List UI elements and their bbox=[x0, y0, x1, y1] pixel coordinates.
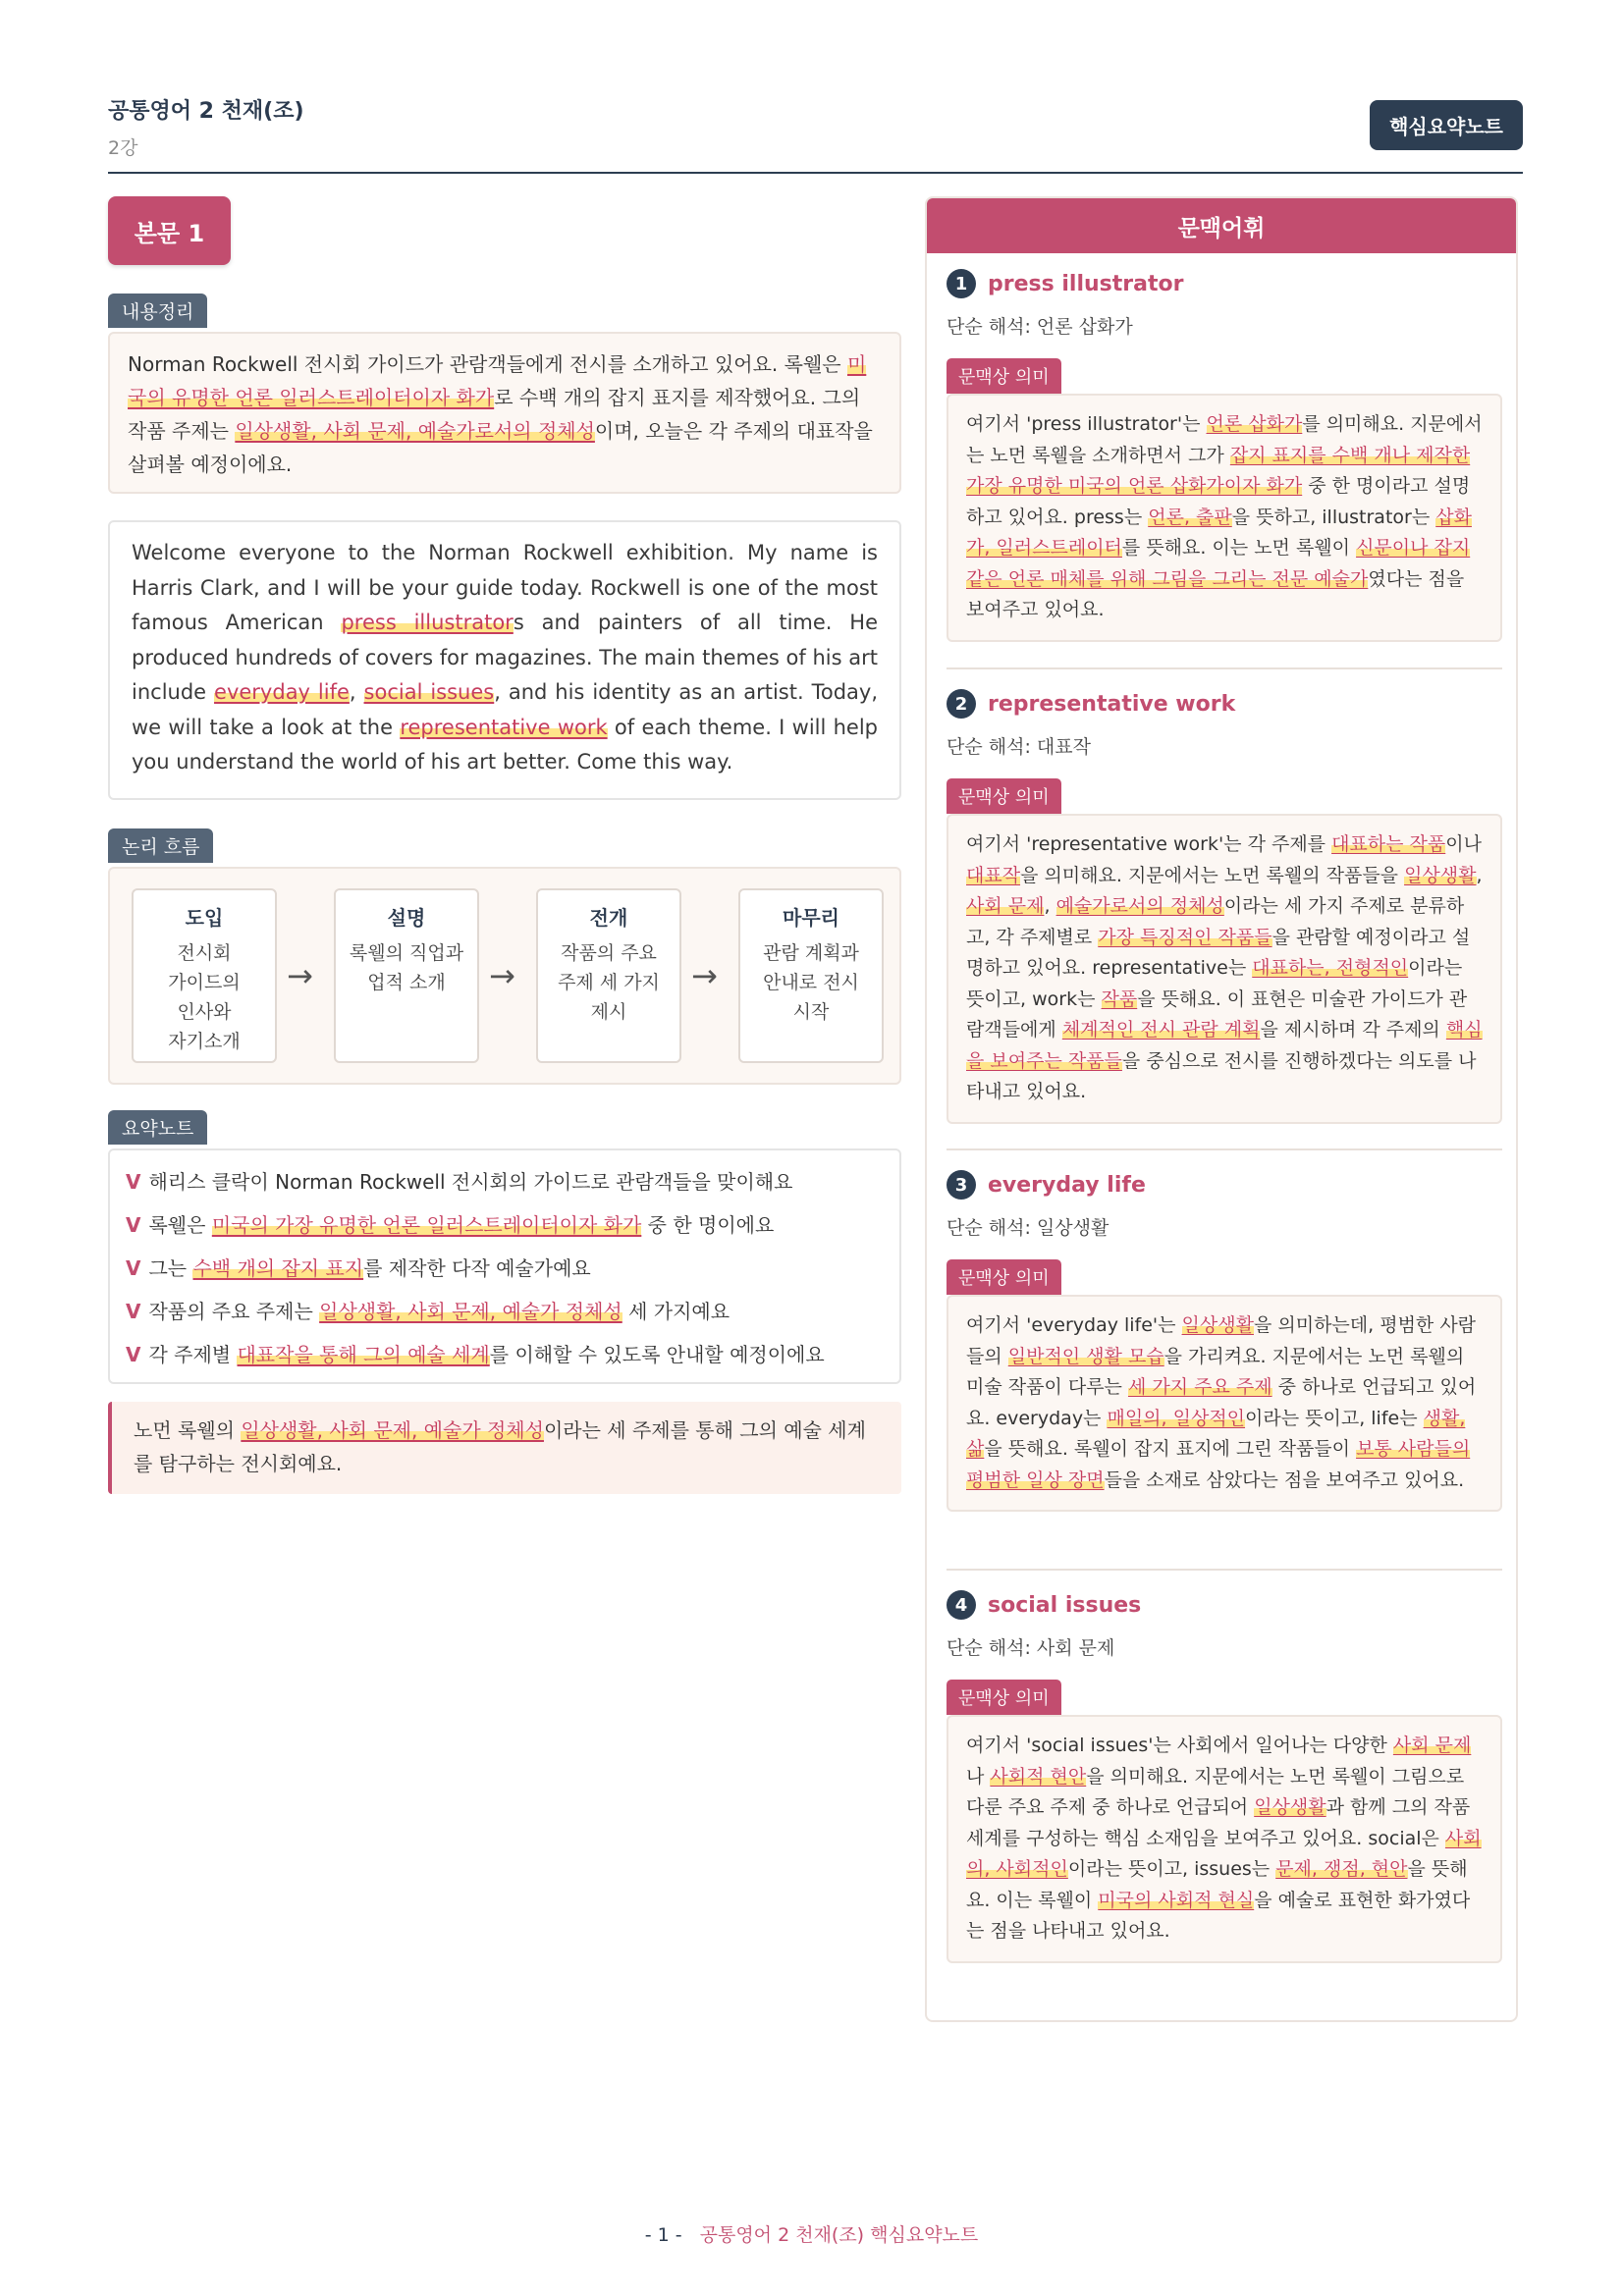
page-footer bbox=[0, 2220, 1623, 2247]
highlighted-phrase: 언론, 출판 bbox=[1148, 506, 1232, 528]
simple-value: 일상생활 bbox=[1036, 1217, 1109, 1239]
text-segment: 을 예술로 표현한 화가였다는 점을 나타내고 있어요. bbox=[966, 1889, 1471, 1942]
highlighted-phrase: 대표하는 작품 bbox=[1331, 833, 1446, 855]
text-segment: 을 뜻해요. 록웰이 잡지 표지에 그린 작품들이 bbox=[984, 1438, 1357, 1460]
highlighted-phrase: 미국의 유명한 언론 일러스트레이터이자 화가 bbox=[128, 352, 867, 409]
context-meaning-box bbox=[947, 1295, 1502, 1512]
flow-step-body: 전시회 가이드의 인사와 자기소개 bbox=[168, 942, 241, 1052]
text-segment: 을 뜻해요. 이는 록웰이 bbox=[966, 1858, 1468, 1911]
text-segment: 를 뜻해요. 이는 노먼 록웰이 bbox=[1121, 537, 1357, 559]
highlighted-phrase: 일상생활 bbox=[1404, 864, 1477, 886]
highlighted-phrase: 작품 bbox=[1101, 988, 1138, 1010]
highlighted-phrase: 문제, 쟁점, 현안 bbox=[1275, 1858, 1408, 1880]
text-segment: 이나 bbox=[1445, 833, 1482, 855]
note-item bbox=[126, 1333, 884, 1376]
text-segment: 나 bbox=[966, 1765, 991, 1788]
vocab-entry bbox=[947, 269, 1502, 642]
flow-step-title: 마무리 bbox=[783, 906, 839, 930]
context-meaning-tag: 문맥상 의미 bbox=[947, 778, 1061, 814]
text-segment: 여기서 'press illustrator'는 bbox=[966, 413, 1207, 435]
text-segment: 였다는 점을 보여주고 있어요. bbox=[966, 567, 1465, 620]
flow-step-conclusion bbox=[738, 888, 884, 1063]
vocab-entry bbox=[947, 1590, 1502, 1963]
simple-value: 사회 문제 bbox=[1036, 1637, 1115, 1659]
check-mark-icon: V bbox=[126, 1213, 141, 1237]
highlighted-phrase: everyday life bbox=[214, 680, 350, 704]
vocabulary-header: 문맥어휘 bbox=[927, 198, 1516, 253]
text-segment: 과 함께 그의 작품 세계를 구성하는 핵심 소재임을 보여주고 있어요. social은 bbox=[966, 1796, 1471, 1849]
flow-step-develop bbox=[536, 888, 681, 1063]
context-meaning-tag: 문맥상 의미 bbox=[947, 1259, 1061, 1295]
simple-translation bbox=[947, 1213, 1502, 1240]
flow-step-body: 관람 계획과 안내로 전시 시작 bbox=[763, 942, 859, 1023]
entry-divider bbox=[947, 1148, 1502, 1150]
text-segment: 작품의 주요 주제는 bbox=[148, 1300, 320, 1323]
text-segment: 을 뜻해요. 이 표현은 미술관 가이드가 관람객들에게 bbox=[966, 988, 1468, 1041]
summary-note-badge: 핵심요약노트 bbox=[1370, 100, 1523, 150]
simple-label: 단순 해석: bbox=[947, 316, 1031, 338]
highlighted-phrase: 예술가로서의 정체성 bbox=[1055, 895, 1224, 917]
footer-title: 공통영어 2 천재(조) 핵심요약노트 bbox=[699, 2224, 979, 2246]
text-segment: 이라는 뜻이고, issues는 bbox=[1067, 1858, 1276, 1880]
text-segment: of each theme. I will help you understand the world of his art better. Come this way. bbox=[132, 715, 879, 774]
text-segment: Norman Rockwell 전시회 가이드가 관람객들에게 전시를 소개하고 있어요. 록웰은 bbox=[128, 352, 847, 376]
text-segment: 이라는 세 주제를 통해 그의 예술 세계를 탐구하는 전시회예요. bbox=[134, 1418, 866, 1475]
page-number: - 1 - bbox=[644, 2224, 682, 2246]
highlighted-phrase: 사회 문제 bbox=[1392, 1735, 1472, 1756]
note-item bbox=[126, 1290, 884, 1333]
vocab-term-text: press illustrator bbox=[988, 271, 1184, 296]
passage-text bbox=[108, 520, 901, 800]
text-segment: 록웰은 bbox=[148, 1213, 212, 1237]
vocab-entry bbox=[947, 1170, 1502, 1512]
highlighted-phrase: 일상생활, 사회 문제, 예술가 정체성 bbox=[241, 1418, 544, 1442]
text-segment: 을 제시하며 각 주제의 bbox=[1260, 1019, 1446, 1041]
content-summary-tag: 내용정리 bbox=[108, 294, 207, 328]
highlighted-phrase: 체계적인 전시 관람 계획 bbox=[1061, 1019, 1261, 1041]
text-segment: 노먼 록웰의 bbox=[134, 1418, 242, 1442]
text-segment: 를 제작한 다작 예술가예요 bbox=[363, 1256, 591, 1280]
highlighted-phrase: 일반적인 생활 모습 bbox=[1007, 1345, 1164, 1367]
highlighted-phrase: 삽화가, 일러스트레이터 bbox=[966, 506, 1472, 559]
content-summary-box bbox=[108, 332, 901, 494]
entry-divider bbox=[947, 1569, 1502, 1571]
highlighted-phrase: 대표작을 통해 그의 예술 세계 bbox=[237, 1343, 490, 1366]
text-segment: 해리스 클락이 Norman Rockwell 전시회의 가이드로 관람객들을 맞이해요 bbox=[148, 1170, 793, 1194]
text-segment: 각 주제별 bbox=[148, 1343, 238, 1366]
context-meaning-tag: 문맥상 의미 bbox=[947, 358, 1061, 394]
text-segment: 이라는 뜻이고, life는 bbox=[1245, 1407, 1424, 1429]
entry-divider bbox=[947, 667, 1502, 669]
summary-notes-box bbox=[108, 1148, 901, 1384]
check-mark-icon: V bbox=[126, 1300, 141, 1323]
logic-flow-box bbox=[108, 867, 901, 1085]
passage-label: 본문 1 bbox=[108, 196, 231, 265]
text-segment: 을 의미해요. 지문에서는 노먼 록웰이 그림으로 다룬 주요 주제 중 하나로 언급되어 bbox=[966, 1765, 1465, 1818]
vocab-term bbox=[947, 269, 1502, 298]
arrow-right-icon: → bbox=[287, 957, 313, 994]
text-segment: 을 의미해요. 지문에서는 노먼 록웰의 작품들을 bbox=[1020, 864, 1405, 886]
context-vocabulary-panel bbox=[925, 196, 1518, 2022]
text-segment: 를 의미해요. 지문에서는 노먼 록웰을 소개하면서 그가 bbox=[966, 413, 1483, 466]
text-segment: 세 가지예요 bbox=[622, 1300, 730, 1323]
text-segment: 중 하나로 언급되고 있어요. everyday는 bbox=[966, 1376, 1477, 1429]
text-segment: , bbox=[1476, 864, 1483, 886]
highlighted-phrase: 매일의, 일상적인 bbox=[1107, 1407, 1246, 1429]
number-badge: 4 bbox=[947, 1590, 976, 1620]
text-segment: 여기서 'social issues'는 사회에서 일어나는 다양한 bbox=[966, 1735, 1393, 1756]
highlighted-phrase: 일상생활 bbox=[1181, 1314, 1254, 1336]
highlighted-phrase: social issues bbox=[363, 680, 495, 704]
vocab-entry bbox=[947, 689, 1502, 1124]
simple-value: 언론 삽화가 bbox=[1036, 316, 1133, 338]
highlighted-phrase: 일상생활, 사회 문제, 예술가로서의 정체성 bbox=[235, 419, 595, 443]
text-segment: Welcome everyone to the Norman Rockwell exhibition. My name is Harris Clark, and I will be your guide today. Rockwell is one of the most famous American bbox=[132, 541, 878, 634]
text-segment: 이라는 세 가지 주제로 분류하고, 각 주제별로 bbox=[966, 895, 1465, 948]
vocab-term-text: everyday life bbox=[988, 1172, 1146, 1198]
vocab-term bbox=[947, 689, 1502, 719]
note-item bbox=[126, 1160, 884, 1203]
vocab-term bbox=[947, 1170, 1502, 1200]
flow-step-body: 작품의 주요 주제 세 가지 제시 bbox=[558, 942, 660, 1023]
note-item bbox=[126, 1203, 884, 1247]
highlighted-phrase: 일상생활 bbox=[1254, 1796, 1326, 1818]
vocab-term-text: social issues bbox=[988, 1592, 1142, 1618]
text-segment: 를 이해할 수 있도록 안내할 예정이에요 bbox=[489, 1343, 825, 1366]
highlighted-phrase: 가장 유명한 미국의 언론 삽화가이자 화가 bbox=[966, 475, 1303, 497]
key-message-box bbox=[108, 1402, 901, 1494]
highlighted-phrase: 대표하는, 전형적인 bbox=[1252, 957, 1409, 979]
check-mark-icon: V bbox=[126, 1170, 141, 1194]
flow-step-title: 전개 bbox=[589, 906, 628, 930]
context-meaning-box bbox=[947, 394, 1502, 642]
context-meaning-tag: 문맥상 의미 bbox=[947, 1680, 1061, 1715]
text-segment: 을 뜻하고, illustrator는 bbox=[1231, 506, 1436, 528]
highlighted-phrase: 생활, 삶 bbox=[966, 1407, 1466, 1460]
highlighted-phrase: 신문이나 잡지 같은 언론 매체를 위해 그림을 그리는 전문 예술가 bbox=[966, 537, 1471, 590]
highlighted-phrase: 세 가지 주요 주제 bbox=[1127, 1376, 1272, 1398]
flow-step-intro bbox=[132, 888, 277, 1063]
simple-label: 단순 해석: bbox=[947, 1217, 1031, 1239]
context-meaning-box bbox=[947, 1715, 1502, 1963]
simple-translation bbox=[947, 732, 1502, 759]
text-segment: s and painters of all time. He produced hundreds of covers for magazines. The main themes of his art include bbox=[132, 611, 879, 704]
highlighted-phrase: 수백 개의 잡지 표지 bbox=[192, 1256, 364, 1280]
highlighted-phrase: 보통 사람들의 평범한 일상 장면 bbox=[966, 1438, 1471, 1491]
flow-step-body: 록웰의 직업과 업적 소개 bbox=[349, 942, 464, 993]
text-segment: 중 한 명이라고 설명하고 있어요. press는 bbox=[966, 475, 1471, 528]
vocab-term bbox=[947, 1590, 1502, 1620]
note-text bbox=[148, 1300, 730, 1323]
simple-translation bbox=[947, 1633, 1502, 1660]
text-segment: 을 가리켜요. 지문에서는 노먼 록웰의 미술 작품이 다루는 bbox=[966, 1345, 1465, 1398]
flow-step-explain bbox=[334, 888, 479, 1063]
simple-label: 단순 해석: bbox=[947, 1637, 1031, 1659]
number-badge: 1 bbox=[947, 269, 976, 298]
text-segment: , and his identity as an artist. Today, we will take a look at the bbox=[132, 680, 879, 739]
number-badge: 3 bbox=[947, 1170, 976, 1200]
note-text bbox=[148, 1256, 590, 1280]
text-segment: 여기서 'everyday life'는 bbox=[966, 1314, 1182, 1336]
flow-step-title: 도입 bbox=[185, 906, 224, 930]
highlighted-phrase: 일상생활, 사회 문제, 예술가 정체성 bbox=[319, 1300, 622, 1323]
highlighted-phrase: 언론 삽화가 bbox=[1206, 413, 1303, 435]
simple-label: 단순 해석: bbox=[947, 736, 1031, 758]
summary-notes-tag: 요약노트 bbox=[108, 1110, 207, 1145]
check-mark-icon: V bbox=[126, 1343, 141, 1366]
number-badge: 2 bbox=[947, 689, 976, 719]
text-segment: 이라는 뜻이고, work는 bbox=[966, 957, 1463, 1010]
text-segment: 그는 bbox=[148, 1256, 193, 1280]
highlighted-phrase: 미국의 사회적 현실 bbox=[1098, 1889, 1255, 1911]
highlighted-phrase: press illustrator bbox=[341, 611, 514, 634]
text-segment: 을 중심으로 전시를 진행하겠다는 의도를 나타내고 있어요. bbox=[966, 1049, 1477, 1102]
highlighted-phrase: 미국의 가장 유명한 언론 일러스트레이터이자 화가 bbox=[211, 1213, 642, 1237]
text-segment: 을 의미하는데, 평범한 사람들의 bbox=[966, 1314, 1477, 1367]
text-segment: 중 한 명이에요 bbox=[641, 1213, 775, 1237]
arrow-right-icon: → bbox=[691, 957, 718, 994]
flow-step-title: 설명 bbox=[387, 906, 426, 930]
note-text bbox=[148, 1343, 824, 1366]
highlighted-phrase: 사회적 현안 bbox=[990, 1765, 1087, 1788]
check-mark-icon: V bbox=[126, 1256, 141, 1280]
highlighted-phrase: 대표작 bbox=[966, 864, 1021, 886]
document-title: 공통영어 2 천재(조) bbox=[108, 99, 304, 124]
lesson-label: 2강 bbox=[108, 137, 138, 159]
text-segment: 여기서 'representative work'는 각 주제를 bbox=[966, 833, 1332, 855]
vocab-term-text: representative work bbox=[988, 691, 1236, 717]
note-item bbox=[126, 1247, 884, 1290]
highlighted-phrase: 핵심을 보여주는 작품들 bbox=[966, 1019, 1483, 1072]
text-segment: 이며, 오늘은 각 주제의 대표작을 살펴볼 예정이에요. bbox=[128, 419, 873, 476]
highlighted-phrase: 가장 특징적인 작품들 bbox=[1098, 926, 1272, 948]
simple-value: 대표작 bbox=[1036, 736, 1091, 758]
highlighted-phrase: 잡지 표지를 수백 개나 제작한 bbox=[1229, 444, 1471, 466]
text-segment: 들을 소재로 삼았다는 점을 보여주고 있어요. bbox=[1104, 1468, 1465, 1491]
highlighted-phrase: representative work bbox=[400, 715, 608, 739]
logic-flow-tag: 논리 흐름 bbox=[108, 828, 213, 863]
text-segment: , bbox=[349, 680, 364, 704]
note-text bbox=[148, 1213, 774, 1237]
context-meaning-box bbox=[947, 814, 1502, 1124]
header-divider bbox=[108, 172, 1523, 174]
note-text bbox=[148, 1170, 792, 1194]
arrow-right-icon: → bbox=[489, 957, 515, 994]
highlighted-phrase: 사회 문제 bbox=[966, 895, 1045, 917]
simple-translation bbox=[947, 312, 1502, 339]
text-segment: , bbox=[1044, 895, 1056, 917]
text-segment: 로 수백 개의 잡지 표지를 제작했어요. 그의 작품 주제는 bbox=[128, 386, 861, 443]
text-segment: 을 관람할 예정이라고 설명하고 있어요. representative는 bbox=[966, 926, 1471, 979]
highlighted-phrase: 사회의, 사회적인 bbox=[966, 1827, 1482, 1880]
